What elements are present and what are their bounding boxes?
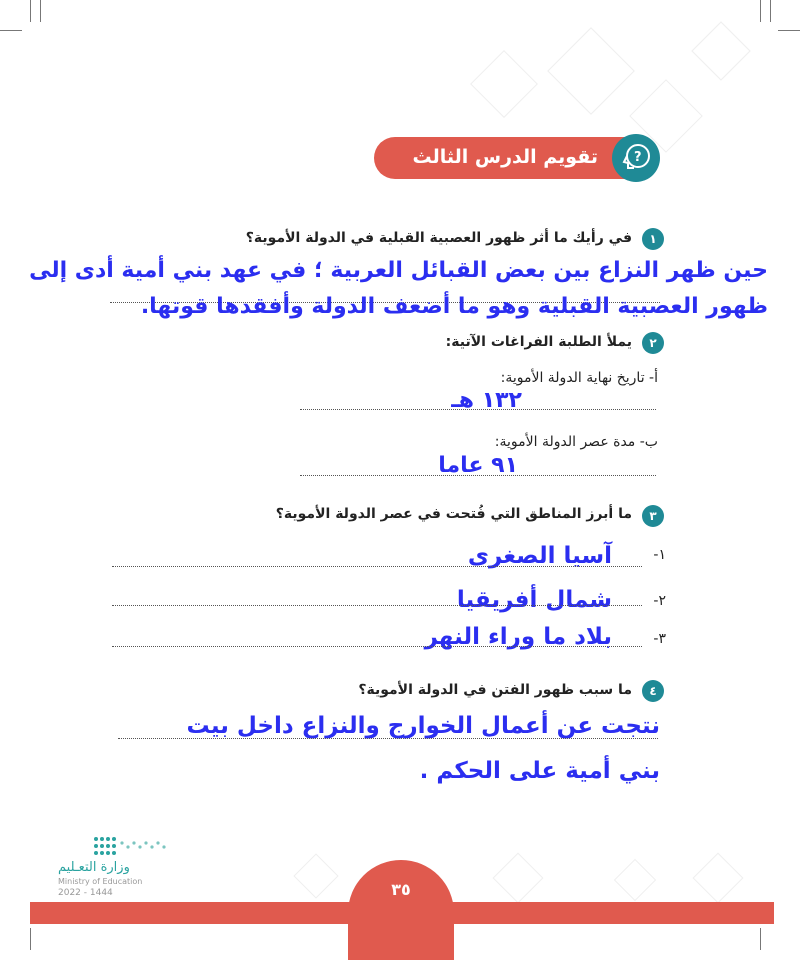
question-2-text: يملأ الطلبة الفراغات الآتية:	[445, 334, 632, 350]
list-item-marker: ١-	[653, 547, 666, 563]
question-number: ٤	[642, 680, 664, 702]
background-pattern	[470, 50, 538, 118]
crop-mark	[770, 0, 771, 22]
question-number: ٢	[642, 332, 664, 354]
blank-a-answer: ١٣٢ هـ	[451, 388, 522, 413]
question-number: ٣	[642, 505, 664, 527]
crop-mark	[0, 30, 22, 31]
footer-bar	[30, 902, 774, 924]
list-item-marker: ٢-	[653, 593, 666, 609]
background-pattern	[614, 859, 656, 901]
question-1-answer-line-2: ظهور العصبية القبلية وهو ما أضعف الدولة وأفقدها قوتها.	[140, 294, 768, 319]
answer-line	[112, 646, 642, 647]
background-pattern	[691, 21, 750, 80]
answer-line	[112, 566, 642, 567]
answer-line	[300, 409, 656, 410]
crop-mark	[30, 928, 31, 950]
answer-line	[112, 605, 642, 606]
edition-year: 2022 - 1444	[58, 888, 113, 898]
list-item-answer: آسيا الصغرى	[467, 543, 612, 569]
question-1-answer-line-1: حين ظهر النزاع بين بعض القبائل العربية ؛ في عهد بني أمية أدى إلى	[29, 258, 768, 283]
list-item-answer: شمال أفريقيا	[456, 587, 612, 613]
crop-mark	[30, 0, 31, 22]
blank-b-label: ب- مدة عصر الدولة الأموية:	[494, 434, 658, 450]
background-pattern	[693, 853, 744, 904]
page-number: ٣٥	[391, 880, 411, 899]
blank-a-label: أ- تاريخ نهاية الدولة الأموية:	[500, 370, 658, 386]
section-banner	[374, 137, 632, 179]
background-pattern	[493, 853, 544, 904]
crop-mark	[778, 30, 800, 31]
background-pattern	[293, 853, 338, 898]
answer-line	[300, 475, 656, 476]
question-1-text: في رأيك ما أثر ظهور العصبية القبلية في الدولة الأموية؟	[245, 230, 632, 246]
question-number: ١	[642, 228, 664, 250]
ministry-logo-icon	[92, 835, 172, 857]
question-4-answer-line-2: بني أمية على الحكم .	[419, 758, 660, 784]
list-item-answer: بلاد ما وراء النهر	[424, 624, 612, 650]
answer-line	[118, 738, 658, 739]
crop-mark	[40, 0, 41, 22]
question-3-text: ما أبرز المناطق التي فُتحت في عصر الدولة الأموية؟	[275, 506, 632, 522]
list-item-marker: ٣-	[653, 631, 666, 647]
crop-mark	[760, 928, 761, 950]
ministry-name-en: Ministry of Education	[58, 877, 143, 886]
thinking-head-icon	[612, 134, 660, 182]
section-title: تقويم الدرس الثالث	[412, 146, 598, 168]
question-4-text: ما سبب ظهور الفتن في الدولة الأموية؟	[358, 682, 632, 698]
blank-b-answer: ٩١ عاما	[438, 453, 518, 478]
svg-text:?: ?	[634, 150, 642, 165]
ministry-name-ar: وزارة التعـليم	[58, 860, 130, 875]
background-pattern	[547, 27, 635, 115]
crop-mark	[760, 0, 761, 22]
question-4-answer-line-1: نتجت عن أعمال الخوارج والنزاع داخل بيت	[186, 713, 660, 739]
